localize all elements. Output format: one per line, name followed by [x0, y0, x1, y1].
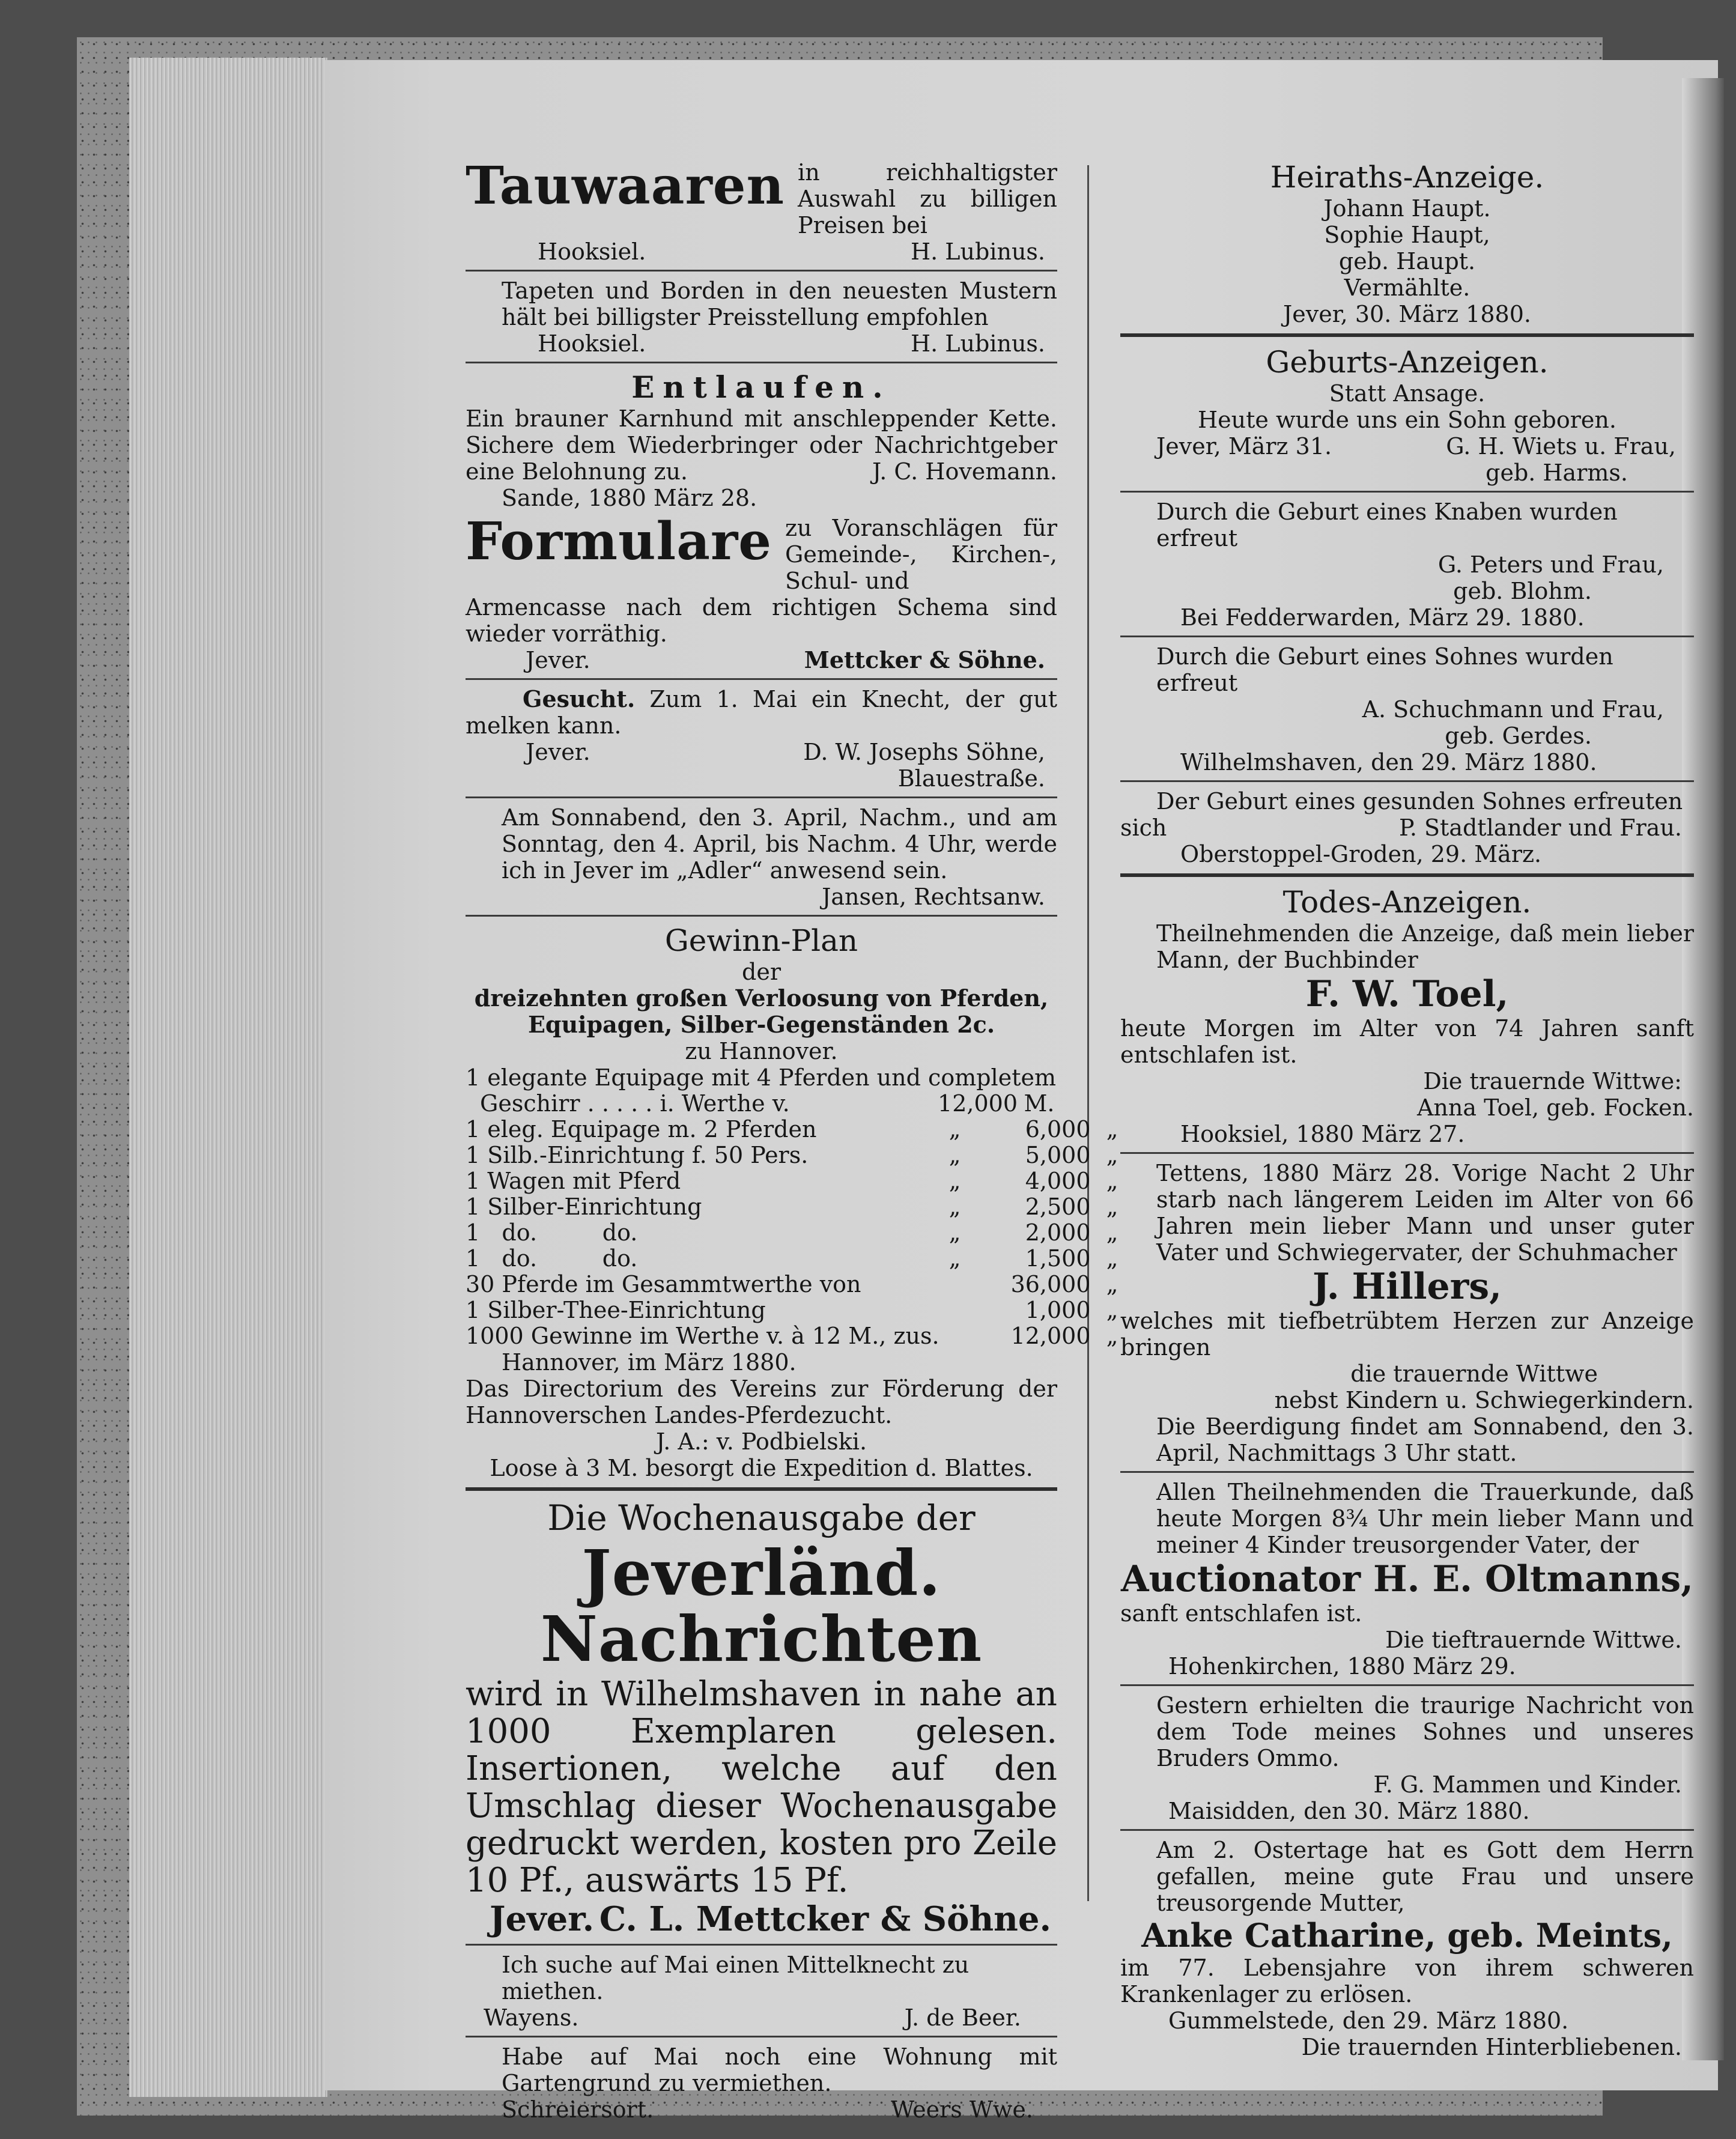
- notice-separator: [1120, 873, 1694, 877]
- ad-signer: J. de Beer.: [904, 2004, 1021, 2031]
- ad-signer: D. W. Josephs Söhne,: [803, 739, 1045, 765]
- ad-text: wird in Wilhelmshaven in nahe an 1000 Exemplaren gelesen. Insertionen, welche auf den Umschlag dieser Wochenausgabe gedruckt werden, kosten pro Zeile 10 Pf., auswärts 15 Pf.: [466, 1675, 1057, 1900]
- ad-text: Tapeten und Borden in den neuesten Mustern hält bei billigster Preisstellung empfohlen: [502, 278, 1057, 330]
- right-column: [1120, 159, 1694, 2060]
- prize-value: 12,000: [1010, 1323, 1091, 1349]
- ad-ia: J. A.: v. Podbielski.: [655, 1428, 867, 1455]
- ad-formulare: [466, 511, 1057, 673]
- notice-line: Sophie Haupt,: [1324, 222, 1490, 248]
- notice-sich: sich: [1120, 815, 1167, 841]
- ad-text: Ein brauner Karnhund mit anschleppender Kette. Sichere dem Wiederbringer oder Nachrichtgeber eine Belohnung zu.: [466, 405, 1057, 485]
- prize-mark: „: [948, 1142, 961, 1168]
- prize-mark: [943, 1272, 967, 1297]
- notice-line: geb. Haupt.: [1338, 248, 1476, 275]
- ad-sonnabend: [466, 804, 1057, 910]
- notice-text: Tettens, 1880 März 28. Vorige Nacht 2 Uhr starb nach längerem Leiden im Alter von 66 Jahren mein lieber Mann und unser guter Vater und Schwiegervater, der Schuhmacher: [1156, 1160, 1694, 1266]
- notice-date: Maisidden, den 30. März 1880.: [1168, 1798, 1530, 1824]
- notice-geburt: [1120, 344, 1694, 867]
- notice-signer: Die trauernden Hinterbliebenen.: [1301, 2034, 1682, 2060]
- ad-signer: J. C. Hovemann.: [872, 458, 1057, 485]
- ad-signer-street: Blauestraße.: [897, 765, 1045, 792]
- ad-separator: [466, 270, 1057, 272]
- ad-date: Hannover, im März 1880.: [502, 1349, 797, 1376]
- prize-mark: [870, 1091, 894, 1117]
- ad-separator: [466, 796, 1057, 798]
- ad-wohnung: [466, 2043, 1057, 2123]
- ad-tauwaaren: [466, 156, 1057, 265]
- prize-mark: „: [948, 1116, 961, 1142]
- notice-deceased-name: J. Hillers,: [1312, 1266, 1502, 1308]
- ad-place: Schreiersort.: [502, 2096, 654, 2123]
- ad-separator: [466, 1487, 1057, 1491]
- notice-text: Durch die Geburt eines Sohnes wurden erfreut: [1156, 643, 1613, 696]
- ad-separator: [466, 915, 1057, 917]
- prize-label: 1 do. do.: [466, 1245, 638, 1272]
- ad-signer: H. Lubinus.: [910, 238, 1045, 265]
- prize-first-line: 1 elegante Equipage mit 4 Pferden und completem: [466, 1064, 1056, 1091]
- ad-gewinnplan: [466, 923, 1118, 1481]
- prize-label: 1 Silber-Einrichtung: [466, 1194, 702, 1220]
- notice-signer: nebst Kindern u. Schwiegerkindern.: [1274, 1387, 1694, 1413]
- prize-label: 1 Silb.-Einrichtung f. 50 Pers.: [466, 1142, 809, 1168]
- notice-text: Der Geburt eines gesunden Sohnes erfreuten: [1156, 788, 1683, 815]
- ad-heading: Gewinn-Plan: [664, 923, 858, 958]
- ad-place: Jever.: [490, 1899, 595, 1939]
- notice-text: Die Beerdigung findet am Sonnabend, den 3. April, Nachmittags 3 Uhr statt.: [1156, 1413, 1694, 1466]
- prize-mark: „: [948, 1194, 961, 1220]
- notice-signer-lead: Die trauernde Wittwe:: [1423, 1068, 1682, 1094]
- notice-text: sanft entschlafen ist.: [1120, 1600, 1362, 1627]
- notice-text: Am 2. Ostertage hat es Gott dem Herrn gefallen, meine gute Frau und unsere treusorgende Mutter,: [1156, 1837, 1694, 1916]
- prize-mark: [943, 1323, 967, 1349]
- notice-separator: [1120, 780, 1694, 782]
- prize-label: 1000 Gewinne im Werthe v. à 12 M., zus.: [466, 1323, 939, 1349]
- ad-place: Wayens.: [484, 2004, 579, 2031]
- ad-gesucht: [466, 686, 1057, 792]
- ad-place: Jever.: [526, 647, 590, 673]
- prize-mark: „: [948, 1245, 961, 1272]
- ad-separator: [466, 2036, 1057, 2037]
- ad-title: Jeverländ. Nachrichten: [540, 1536, 983, 1676]
- ad-signer: Jansen, Rechtsanw.: [822, 884, 1045, 910]
- notice-date: Oberstoppel-Groden, 29. März.: [1180, 841, 1542, 867]
- notice-date: Jever, 30. März 1880.: [1283, 301, 1531, 327]
- prize-value: 36,000: [1010, 1271, 1091, 1297]
- ad-text: Am Sonnabend, den 3. April, Nachm., und am Sonntag, den 4. April, bis Nachm. 4 Uhr, werde ich in Jever im „Adler“ anwesend sein.: [502, 804, 1057, 884]
- notice-signer: die trauernde Wittwe: [1350, 1361, 1598, 1387]
- notice-text: heute Morgen im Alter von 74 Jahren sanft entschlafen ist.: [1120, 1015, 1694, 1068]
- notice-signer-born: geb. Harms.: [1486, 460, 1628, 486]
- notice-text: welches mit tiefbetrübtem Herzen zur Anzeige bringen: [1120, 1308, 1694, 1361]
- ad-wochenausgabe: [466, 1498, 1057, 1939]
- prize-value: 1,500: [1025, 1245, 1091, 1272]
- notice-separator: [1120, 491, 1694, 493]
- ad-separator: [466, 678, 1057, 680]
- notice-heirath: [1120, 159, 1694, 327]
- ad-board: Das Directorium des Vereins zur Förderung der Hannoverschen Landes-Pferdezucht.: [466, 1376, 1057, 1428]
- notice-text: Theilnehmenden die Anzeige, daß mein lieber Mann, der Buchbinder: [1156, 920, 1694, 973]
- ad-place: Hooksiel.: [538, 330, 646, 357]
- notice-text: Heute wurde uns ein Sohn geboren.: [1198, 407, 1616, 433]
- notice-signer: A. Schuchmann und Frau,: [1362, 696, 1664, 723]
- prize-value: 4,000: [1025, 1168, 1091, 1194]
- notice-date: Gummelstede, den 29. März 1880.: [1168, 2007, 1569, 2034]
- notice-separator: [1120, 1684, 1694, 1686]
- prize-value: 2,000: [1025, 1219, 1091, 1246]
- notice-signer: G. H. Wiets u. Frau,: [1446, 433, 1676, 460]
- ad-heading: Entlaufen.: [631, 369, 891, 405]
- ad-place: Jever.: [526, 739, 590, 765]
- prize-table: [466, 1116, 1118, 1349]
- notice-line: Johann Haupt.: [1323, 195, 1491, 222]
- column-divider: [1087, 165, 1089, 1901]
- prize-value: 2,500: [1025, 1194, 1091, 1220]
- ad-lead: Gesucht.: [523, 685, 636, 712]
- prize-label: 1 Wagen mit Pferd: [466, 1168, 681, 1194]
- prize-unit: M.: [1024, 1090, 1055, 1117]
- prize-label: Geschirr . . . . . i. Werthe v.: [480, 1090, 790, 1117]
- notice-signer: Anna Toel, geb. Focken.: [1416, 1094, 1694, 1121]
- prize-value: 1,000: [1025, 1297, 1091, 1323]
- prize-label: 30 Pferde im Gesammtwerthe von: [466, 1271, 861, 1297]
- notice-signer: Die tieftrauernde Wittwe.: [1385, 1627, 1682, 1653]
- prize-mark: „: [948, 1168, 961, 1194]
- ad-tapeten: [466, 278, 1057, 357]
- ad-subtitle: dreizehnten großen Verloosung von Pferden, Equipagen, Silber-Gegenständen 2c.: [474, 985, 1049, 1038]
- notice-separator: [1120, 1829, 1694, 1831]
- notice-line: Vermählte.: [1344, 275, 1470, 301]
- ad-der: der: [742, 959, 781, 985]
- ad-date: Sande, 1880 März 28.: [502, 485, 757, 511]
- notice-date: Wilhelmshaven, den 29. März 1880.: [1180, 749, 1597, 775]
- ad-signer: Mettcker & Söhne.: [804, 646, 1045, 673]
- ad-mittelknecht: [466, 1952, 1057, 2031]
- prize-value: 12,000: [938, 1090, 1018, 1117]
- ad-intro: Die Wochenausgabe der: [547, 1497, 976, 1538]
- prize-mark: „: [948, 1219, 961, 1246]
- prize-value: 6,000: [1025, 1116, 1091, 1142]
- prize-label: 1 Silber-Thee-Einrichtung: [466, 1297, 766, 1323]
- ad-text: Ich suche auf Mai einen Mittelknecht zu miethen.: [502, 1952, 970, 2004]
- prize-unit: „: [1106, 1271, 1118, 1297]
- notice-separator: [1120, 636, 1694, 637]
- notice-text: im 77. Lebensjahre von ihrem schweren Krankenlager zu erlösen.: [1120, 1955, 1694, 2007]
- prize-label: 1 eleg. Equipage m. 2 Pferden: [466, 1116, 817, 1142]
- notice-signer-born: geb. Gerdes.: [1445, 723, 1592, 749]
- ad-separator: [466, 1944, 1057, 1946]
- notice-todes: [1120, 884, 1694, 2060]
- ad-side-text: zu Voranschlägen für Gemeinde-, Kirchen-, Schul- und: [785, 515, 1057, 594]
- ad-signer: C. L. Mettcker & Söhne.: [599, 1899, 1051, 1939]
- prize-unit: „: [1106, 1116, 1118, 1142]
- notice-signer: G. Peters und Frau,: [1437, 551, 1664, 578]
- notice-place: Jever, März 31.: [1156, 433, 1332, 460]
- ad-separator: [466, 362, 1057, 363]
- notice-heading: Geburts-Anzeigen.: [1266, 345, 1549, 380]
- notice-signer-born: geb. Blohm.: [1453, 578, 1592, 604]
- prize-mark: [943, 1297, 967, 1323]
- ad-text: Armencasse nach dem richtigen Schema sind wieder vorräthig.: [466, 594, 1057, 647]
- ad-signer: Weers Wwe.: [891, 2096, 1033, 2123]
- prize-value: 5,000: [1025, 1142, 1091, 1168]
- notice-deceased-name: Auctionator H. E. Oltmanns,: [1121, 1558, 1693, 1600]
- prize-unit: „: [1106, 1142, 1118, 1168]
- notice-heading: Todes-Anzeigen.: [1282, 885, 1532, 920]
- notice-signer: F. G. Mammen und Kinder.: [1373, 1771, 1682, 1798]
- page-edges: [129, 58, 327, 2097]
- ad-loose: Loose à 3 M. besorgt die Expedition d. Blattes.: [490, 1455, 1033, 1481]
- notice-heading: Heiraths-Anzeige.: [1270, 160, 1544, 195]
- ad-text: in reichhaltigster Auswahl zu billigen Preisen bei: [798, 159, 1057, 238]
- notice-deceased-name: Anke Catharine, geb. Meints,: [1141, 1916, 1673, 1955]
- notice-separator: [1120, 1152, 1694, 1154]
- notice-statt: Statt Ansage.: [1329, 380, 1486, 407]
- ad-place: Hooksiel.: [538, 238, 646, 265]
- ad-text: Habe auf Mai noch eine Wohnung mit Gartengrund zu vermiethen.: [502, 2043, 1057, 2096]
- prize-unit: „: [1106, 1168, 1118, 1194]
- notice-separator: [1120, 333, 1694, 337]
- headline-formulare: Formulare: [466, 511, 772, 572]
- notice-date: Hooksiel, 1880 März 27.: [1180, 1121, 1465, 1147]
- notice-text: Durch die Geburt eines Knaben wurden erfreut: [1156, 499, 1618, 551]
- prize-unit: „: [1106, 1219, 1118, 1246]
- notice-text: Gestern erhielten die traurige Nachricht von dem Tode meines Sohnes und unseres Bruders Ommo.: [1156, 1692, 1694, 1771]
- headline-tauwaaren: Tauwaaren: [466, 156, 785, 216]
- notice-deceased-name: F. W. Toel,: [1305, 973, 1509, 1015]
- prize-table: [466, 1091, 1057, 1117]
- prize-unit: „: [1106, 1323, 1118, 1349]
- prize-unit: „: [1106, 1245, 1118, 1272]
- ad-place: zu Hannover.: [685, 1038, 838, 1064]
- left-column: [466, 156, 1118, 2123]
- ad-entlaufen: [466, 369, 1057, 511]
- ad-text: Zum 1. Mai ein Knecht, der gut melken kann.: [466, 686, 1057, 739]
- notice-text: Allen Theilnehmenden die Trauerkunde, daß heute Morgen 8¾ Uhr mein lieber Mann und meiner 4 Kinder treusorgender Vater, der: [1156, 1479, 1694, 1558]
- notice-signer: P. Stadtlander und Frau.: [1398, 815, 1682, 841]
- notice-date: Hohenkirchen, 1880 März 29.: [1168, 1653, 1516, 1679]
- prize-label: 1 do. do.: [466, 1219, 638, 1246]
- notice-date: Bei Fedderwarden, März 29. 1880.: [1180, 604, 1585, 631]
- notice-separator: [1120, 1471, 1694, 1473]
- prize-unit: „: [1106, 1297, 1118, 1323]
- ad-signer: H. Lubinus.: [910, 330, 1045, 357]
- prize-unit: „: [1106, 1194, 1118, 1220]
